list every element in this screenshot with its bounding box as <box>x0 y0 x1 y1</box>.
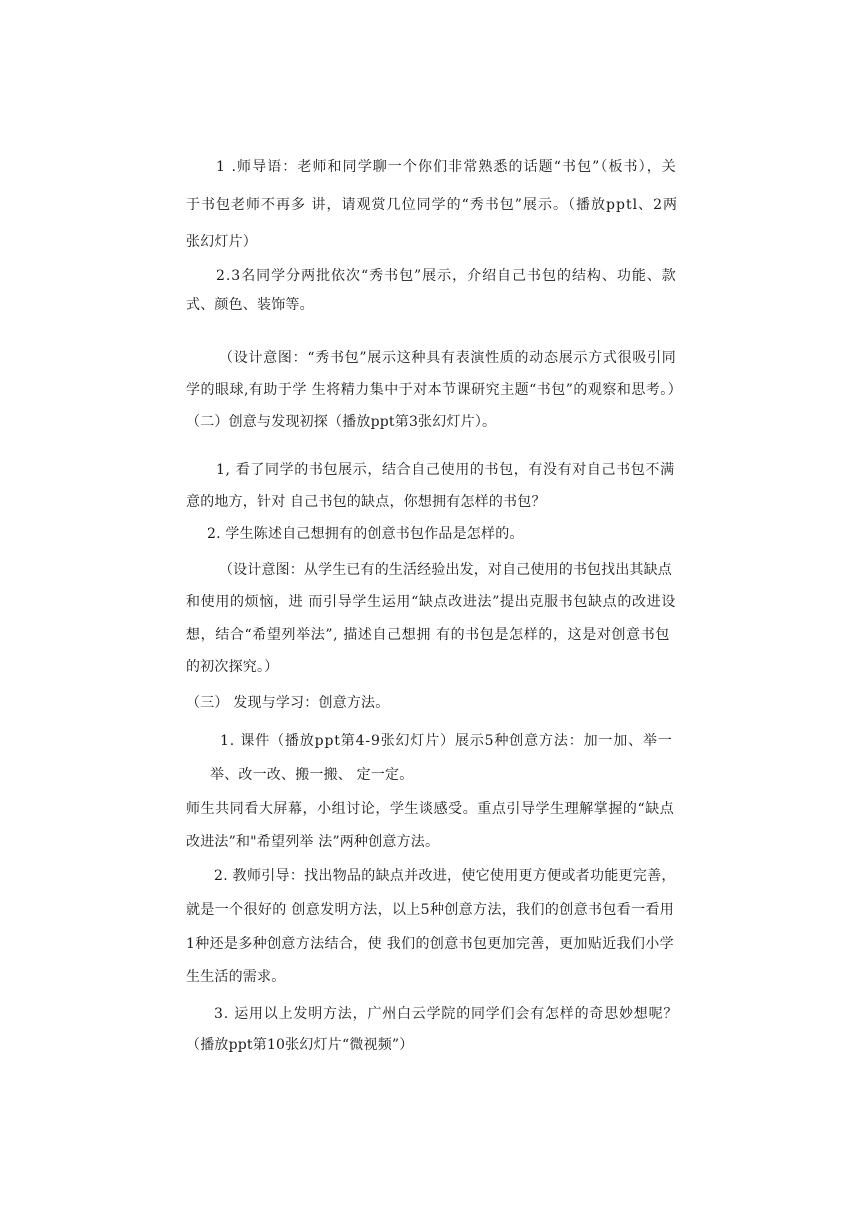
item-3-1-line-2: 举、改一改、搬一搬、 定一定。 <box>210 767 414 783</box>
section-3-heading: （三） 发现与学习：创意方法。 <box>186 695 390 711</box>
item-3-2-line-4: 生生活的需求。 <box>186 969 286 985</box>
section-2-heading: （二）创意与发现初探（播放ppt第3张幻灯片）。 <box>186 414 497 430</box>
para-3-line-1: 师生共同看大屏幕，小组讨论，学生谈感受。重点引导学生理解掌握的“缺点 <box>186 801 675 817</box>
note-1-line-2: 学的眼球,有助于学 生将精力集中于对本节课研究主题“书包”的观察和思考。） <box>186 382 683 398</box>
note-2-line-3: 想，结合“希望列举法”, 描述自己想拥 有的书包是怎样的，这是对创意书包 <box>186 627 670 643</box>
note-2-line-2: 和使用的烦恼，进 而引导学生运用“缺点改进法”提出克服书包缺点的改进设 <box>186 594 676 610</box>
para-1-line-2: 于书包老师不再多 讲，请观赏几位同学的“秀书包”展示。（播放pptl、2两 <box>186 197 678 213</box>
note-1-line-1: （设计意图：“秀书包”展示这种具有表演性质的动态展示方式很吸引同 <box>219 350 677 366</box>
item-2-2: 2. 学生陈述自己想拥有的创意书包作品是怎样的。 <box>207 526 524 542</box>
item-2-1-line-1: 1, 看了同学的书包展示，结合自己使用的书包，有没有对自己书包不满 <box>216 462 675 478</box>
item-3-2-line-3: 1种还是多种创意方法结合，使 我们的创意书包更加完善，更加贴近我们小学 <box>186 936 674 952</box>
item-3-3-line-2: （播放ppt第10张幻灯片“微视频”） <box>186 1037 414 1053</box>
item-3-1-line-1: 1. 课件（播放ppt第4-9张幻灯片）展示5种创意方法：加一加、举一 <box>220 733 673 749</box>
item-3-3-line-1: 3. 运用以上发明方法，广州白云学院的同学们会有怎样的奇思妙想呢？ <box>214 1006 679 1022</box>
para-2-line-1: 2.3名同学分两批依次“秀书包”展示，介绍自己书包的结构、功能、款 <box>216 268 677 284</box>
para-2-line-2: 式、颜色、装饰等。 <box>186 297 314 313</box>
note-2-line-1: （设计意图：从学生已有的生活经验出发，对自己使用的书包找出其缺点 <box>219 562 672 578</box>
para-1-line-1: 1 .师导语：老师和同学聊一个你们非常熟悉的话题“书包”（板书），关 <box>216 159 677 175</box>
item-2-1-line-2: 意的地方，针对 自己书包的缺点，你想拥有怎样的书包？ <box>186 494 546 510</box>
para-3-line-2: 改进法”和"希望列举 法”两种创意方法。 <box>186 834 440 850</box>
item-3-2-line-2: 就是一个很好的 创意发明方法，以上5种创意方法，我们的创意书包看一看用 <box>186 902 675 918</box>
para-1-line-3: 张幻灯片） <box>186 234 257 250</box>
item-3-2-line-1: 2. 教师引导：找出物品的缺点并改进，使它使用更方便或者功能更完善， <box>214 868 676 884</box>
note-2-line-4: 的初次探究。） <box>186 659 279 675</box>
